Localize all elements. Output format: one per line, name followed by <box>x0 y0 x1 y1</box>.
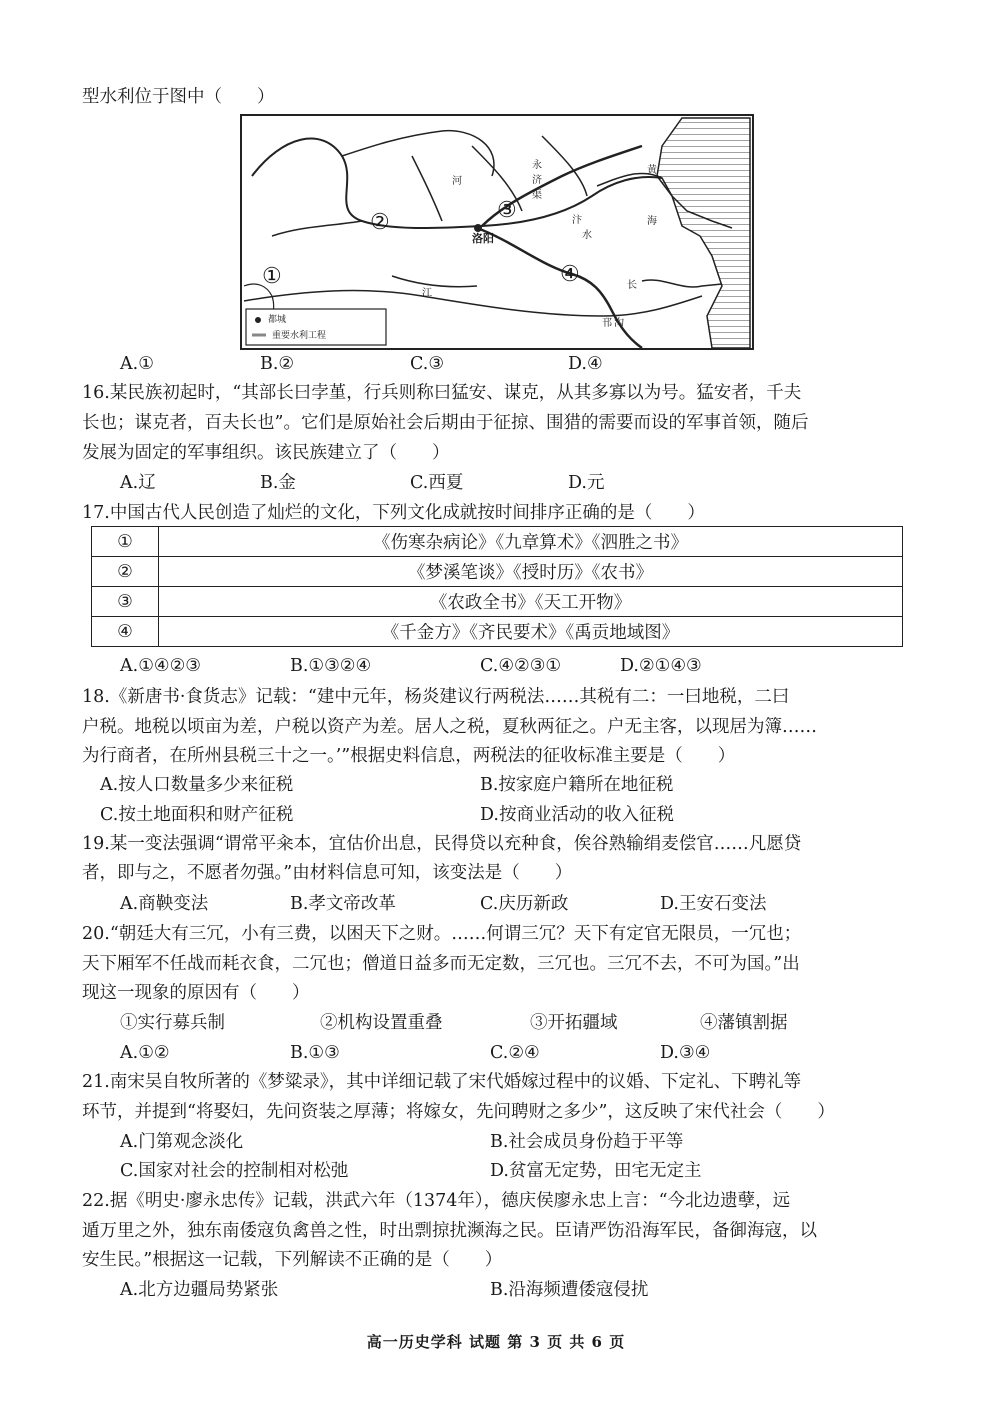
q15-option-a[interactable]: A.① <box>120 354 154 374</box>
q21-option-b[interactable]: B.社会成员身份趋于平等 <box>490 1132 684 1152</box>
culture-table <box>91 526 903 647</box>
q20-line-3: 现这一现象的原因有（ ） <box>82 983 310 1003</box>
q22-line-2: 遁万里之外，独东南倭寇负禽兽之性，时出剽掠扰濒海之民。臣请严饬沿海军民，备御海寇，以 <box>82 1221 817 1241</box>
row-text: 《千金方》《齐民要术》《禹贡地域图》 <box>159 617 903 647</box>
q18-line-2: 户税。地税以顷亩为差，户税以资产为差。居人之税，夏秋两征之。户无主客，以现居为簿…… <box>82 717 817 737</box>
table-row <box>92 587 903 617</box>
map-label: 江 <box>422 288 432 299</box>
q21-line-2: 环节，并提到“将娶妇，先问资装之厚薄；将嫁女，先问聘财之多少”，这反映了宋代社会（ ） <box>82 1102 835 1122</box>
q16-line-1: 16.某民族初起时，“其部长曰孛堇，行兵则称曰猛安、谋克，从其多寡以为号。猛安者，千夫 <box>82 383 802 403</box>
map-label: 汴 <box>572 215 582 226</box>
row-number: ① <box>92 527 159 557</box>
q19-option-c[interactable]: C.庆历新政 <box>480 894 569 914</box>
map-label: 黄 <box>647 165 657 176</box>
map-drawing <box>242 116 752 348</box>
row-number: ④ <box>92 617 159 647</box>
q18-option-a[interactable]: A.按人口数量多少来征税 <box>100 775 294 795</box>
table-row <box>92 527 903 557</box>
marker-1: ① <box>262 264 282 289</box>
q17-option-d[interactable]: D.②①④③ <box>620 656 702 676</box>
page-footer: 高一历史学科 试题 第 3 页 共 6 页 <box>366 1333 626 1351</box>
q19-line-1: 19.某一变法强调“谓常平籴本，宜估价出息，民得贷以充种食，俟谷熟输绢麦偿官……凡愿贷 <box>82 834 802 854</box>
q16-line-3: 发展为固定的军事组织。该民族建立了（ ） <box>82 443 450 463</box>
row-text: 《梦溪笔谈》《授时历》《农书》 <box>159 557 903 587</box>
map-label: 渠 <box>532 190 542 201</box>
row-number: ② <box>92 557 159 587</box>
q17-option-c[interactable]: C.④②③① <box>480 656 562 676</box>
q18-option-c[interactable]: C.按土地面积和财产征税 <box>100 805 294 825</box>
q22-line-1: 22.据《明史·廖永忠传》记载，洪武六年（1374年），德庆侯廖永忠上言：“今北边遗孽，远 <box>82 1191 791 1211</box>
q16-option-d[interactable]: D.元 <box>568 473 605 493</box>
map-label: 济 <box>532 175 542 186</box>
map-label: 永 <box>532 160 542 171</box>
q20-item-3: ③开拓疆域 <box>530 1013 618 1033</box>
map-label: 邗 <box>602 318 612 329</box>
q22-line-3: 安生民。”根据这一记载，下列解读不正确的是（ ） <box>82 1250 503 1270</box>
q21-option-d[interactable]: D.贫富无定势，田宅无定主 <box>490 1161 702 1181</box>
q19-line-2: 者，即与之，不愿者勿强。”由材料信息可知，该变法是（ ） <box>82 863 573 883</box>
q21-option-a[interactable]: A.门第观念淡化 <box>120 1132 244 1152</box>
sea-area <box>657 118 750 348</box>
q16-option-c[interactable]: C.西夏 <box>410 473 464 493</box>
q20-option-a[interactable]: A.①② <box>120 1043 170 1063</box>
marker-3: ③ <box>497 198 517 223</box>
q15-stem-tail: 型水利位于图中（ ） <box>82 87 275 107</box>
marker-4: ④ <box>560 262 580 287</box>
q16-line-2: 长也；谋克者，百夫长也”。它们是原始社会后期由于征掠、围猎的需要而设的军事首领，随后 <box>82 413 809 433</box>
map-label: 长 <box>627 280 637 291</box>
q18-option-d[interactable]: D.按商业活动的收入征税 <box>480 805 674 825</box>
q20-option-c[interactable]: C.②④ <box>490 1043 540 1063</box>
table-row <box>92 557 903 587</box>
marker-2: ② <box>370 210 390 235</box>
map-label: 海 <box>647 216 657 227</box>
q20-option-b[interactable]: B.①③ <box>290 1043 340 1063</box>
q17-option-b[interactable]: B.①③②④ <box>290 656 372 676</box>
q17-stem: 17.中国古代人民创造了灿烂的文化，下列文化成就按时间排序正确的是（ ） <box>82 503 705 523</box>
table-row <box>92 617 903 647</box>
q21-option-c[interactable]: C.国家对社会的控制相对松弛 <box>120 1161 349 1181</box>
q20-line-2: 天下厢军不任战而耗衣食，二冗也；僧道日益多而无定数，三冗也。三冗不去，不可为国。”出 <box>82 954 800 974</box>
q17-option-a[interactable]: A.①④②③ <box>120 656 201 676</box>
q19-option-d[interactable]: D.王安石变法 <box>660 894 767 914</box>
q18-line-1: 18.《新唐书·食货志》记载：“建中元年，杨炎建议行两税法……其税有二：一曰地税，二曰 <box>82 687 790 707</box>
legend-waterworks: 重要水利工程 <box>272 331 327 341</box>
q19-option-a[interactable]: A.商鞅变法 <box>120 894 209 914</box>
q15-option-d[interactable]: D.④ <box>568 354 603 374</box>
map-label-luoyang: 洛阳 <box>472 232 494 245</box>
q18-line-3: 为行商者，在所州县税三十之一。’”根据史料信息，两税法的征收标准主要是（ ） <box>82 746 736 766</box>
q19-option-b[interactable]: B.孝文帝改革 <box>290 894 396 914</box>
map-label: 沟 <box>614 318 624 329</box>
row-number: ③ <box>92 587 159 617</box>
q20-line-1: 20.“朝廷大有三冗，小有三费，以困天下之财。……何谓三冗？天下有定官无限员，一冗也； <box>82 924 802 944</box>
row-text: 《伤寒杂病论》《九章算术》《泗胜之书》 <box>159 527 903 557</box>
map-label: 河 <box>452 176 462 187</box>
q20-item-4: ④藩镇割据 <box>700 1013 788 1033</box>
q18-option-b[interactable]: B.按家庭户籍所在地征税 <box>480 775 674 795</box>
q15-option-c[interactable]: C.③ <box>410 354 445 374</box>
q21-line-1: 21.南宋吴自牧所著的《梦粱录》，其中详细记载了宋代婚嫁过程中的议婚、下定礼、下聘礼等 <box>82 1072 802 1092</box>
q20-item-2: ②机构设置重叠 <box>320 1013 443 1033</box>
q20-option-d[interactable]: D.③④ <box>660 1043 711 1063</box>
q16-option-a[interactable]: A.辽 <box>120 473 156 493</box>
map-label: 水 <box>582 230 592 241</box>
q16-option-b[interactable]: B.金 <box>260 473 296 493</box>
q20-item-1: ①实行募兵制 <box>120 1013 225 1033</box>
q22-option-a[interactable]: A.北方边疆局势紧张 <box>120 1280 279 1300</box>
q22-option-b[interactable]: B.沿海频遭倭寇侵扰 <box>490 1280 649 1300</box>
legend-capital: 都城 <box>268 315 287 325</box>
q15-option-b[interactable]: B.② <box>260 354 295 374</box>
canal-map <box>240 114 754 350</box>
row-text: 《农政全书》《天工开物》 <box>159 587 903 617</box>
